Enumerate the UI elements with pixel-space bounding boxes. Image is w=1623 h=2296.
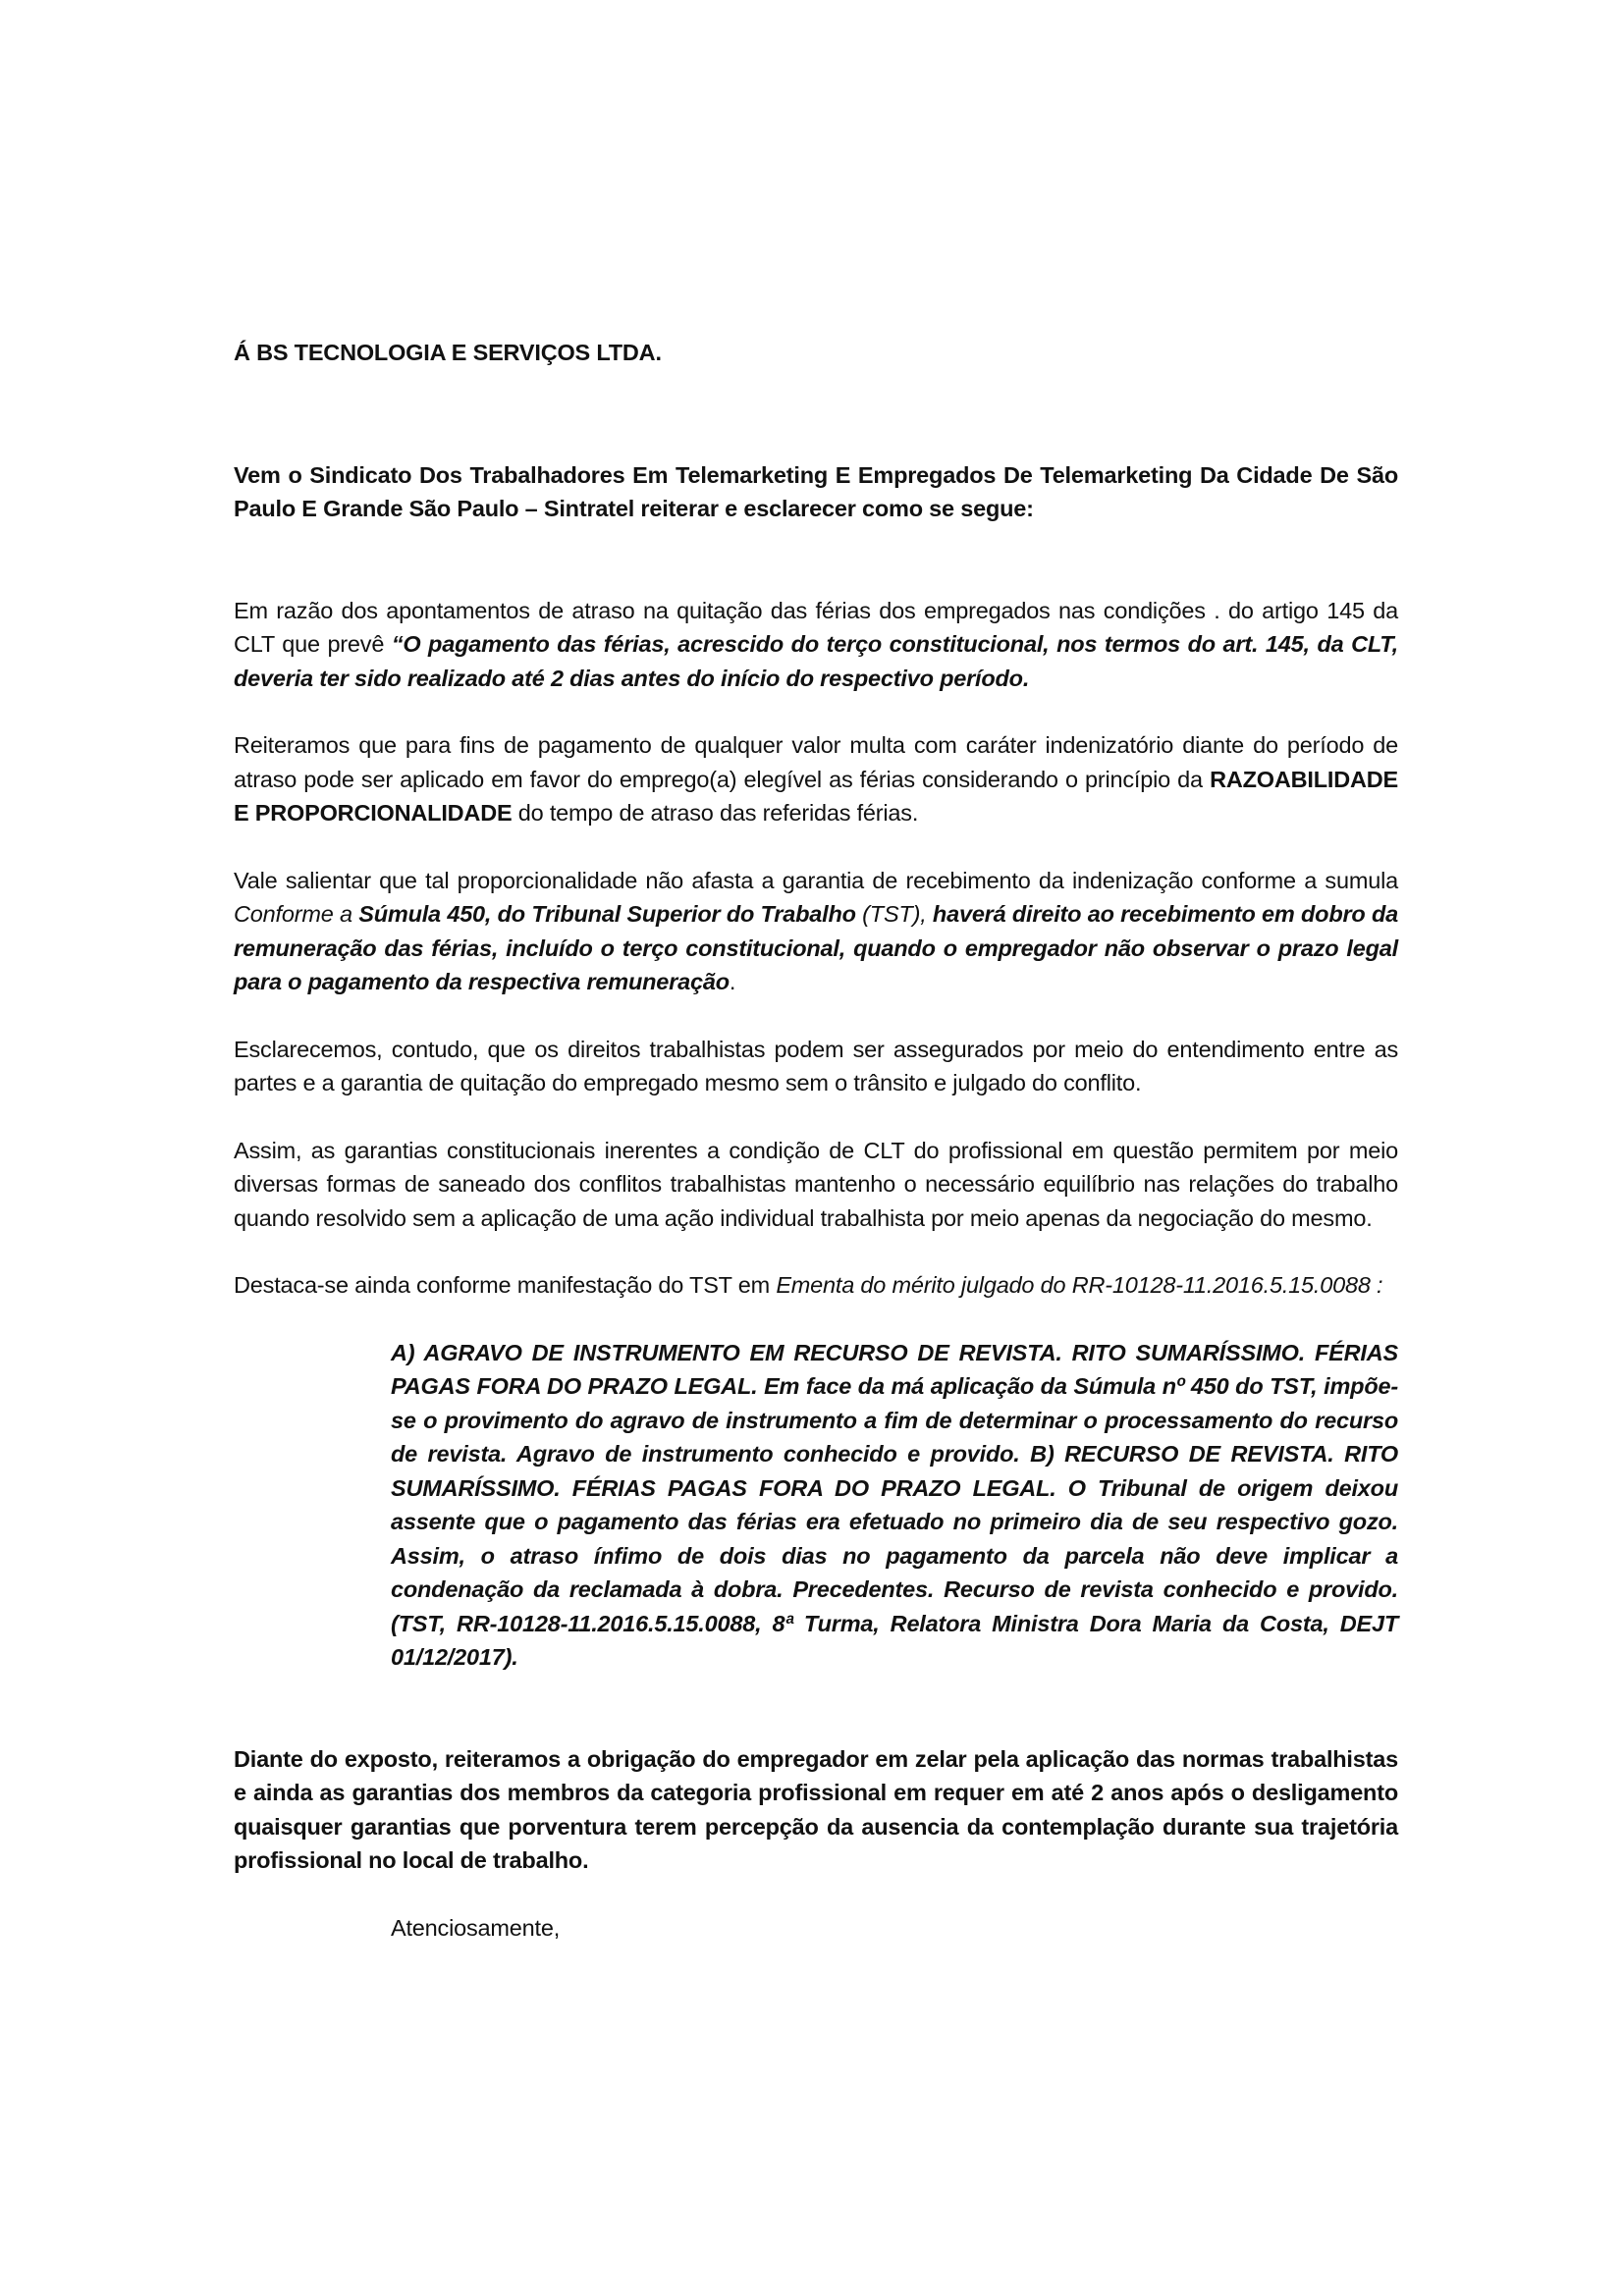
paragraph-garantias-constitucionais: Assim, as garantias constitucionais inerentes a condição de CLT do profissional em questão permitem por meio diversas formas de saneado dos conflitos trabalhistas mantenho o necessário equilíbrio nas relações do trabalho quando resolvido sem a aplicação de uma ação individual trabalhista por meio apenas da negociação do mesmo. [234,1137,1398,1231]
paragraph-sumula-bold-italic-1: Súmula 450, do Tribunal Superior do Trabalho [358,901,856,927]
paragraph-razoabilidade-emphasis: RAZOABILIDADE E PROPORCIONALIDADE [234,766,1398,826]
conclusion-paragraph: Diante do exposto, reiteramos a obrigação do empregador em zelar pela aplicação das normas trabalhistas e ainda as garantias dos membros da categoria profissional em requer em até 2 anos após o desligamento quaisquer garantias que porventura terem percepção da ausencia da contemplação durante sua trajetória profissional no local de trabalho. [234,1745,1398,1873]
ementa-quote-block: A) AGRAVO DE INSTRUMENTO EM RECURSO DE REVISTA. RITO SUMARÍSSIMO. FÉRIAS PAGAS FORA DO PRAZO LEGAL. Em face da má aplicação da Súmula nº 450 do TST, impõe-se o provimento do agravo de instrumento a fim de determinar o processamento do recurso de revista. Agravo de instrumento conhecido e provido. B) RECURSO DE REVISTA. RITO SUMARÍSSIMO. FÉRIAS PAGAS FORA DO PRAZO LEGAL. O Tribunal de origem deixou assente que o pagamento das férias era efetuado no primeiro dia de seu respectivo gozo. Assim, o atraso ínfimo de dois dias no pagamento da parcela não deve implicar a condenação da reclamada à dobra. Precedentes. Recurso de revista conhecido e provido. (TST, RR-10128-11.2016.5.15.0088, 8ª Turma, Relatora Ministra Dora Maria da Costa, DEJT 01/12/2017). [391,1339,1398,1670]
paragraph-razoabilidade-after: do tempo de atraso das referidas férias. [512,800,919,826]
letter-page [234,336,1398,1968]
paragraph-direitos-trabalhistas: Esclarecemos, contudo, que os direitos trabalhistas podem ser assegurados por meio do entendimento entre as partes e a garantia de quitação do empregado mesmo sem o trânsito e julgado do conflito. [234,1036,1398,1095]
paragraph-tst-ementa: Ementa do mérito julgado do RR-10128-11.2016.5.15.0088 : [776,1272,1383,1298]
paragraph-sumula-before: Vale salientar que tal proporcionalidade não afasta a garantia de recebimento da indenização conforme a sumula [234,867,1398,893]
paragraph-sumula-italic-1: Conforme a [234,901,359,927]
paragraph-clt-145 [234,594,1398,696]
paragraph-tst-manifestacao [234,1268,1398,1303]
paragraph-sumula-italic-2: (TST), [855,901,933,927]
paragraph-razoabilidade [234,728,1398,830]
closing-salutation: Atenciosamente, [391,1914,561,1941]
paragraph-razoabilidade-before: Reiteramos que para fins de pagamento de qualquer valor multa com caráter indenizatório diante do período de atraso pode ser aplicado em favor do emprego(a) elegível as férias considerando o princípio da [234,732,1398,792]
intro-paragraph: Vem o Sindicato Dos Trabalhadores Em Telemarketing E Empregados De Telemarketing Da Cidade De São Paulo E Grande São Paulo – Sintratel reiterar e esclarecer como se segue: [234,461,1398,521]
paragraph-tst-before: Destaca-se ainda conforme manifestação do TST em [234,1272,777,1298]
paragraph-sumula-450 [234,864,1398,999]
paragraph-sumula-after: . [729,969,736,994]
paragraph-sumula-bold-italic-2: haverá direito ao recebimento em dobro da remuneração das férias, incluído o terço constitucional, quando o empregador não observar o prazo legal para o pagamento da respectiva remuneração [234,901,1398,994]
paragraph-clt-145-text: Em razão dos apontamentos de atraso na quitação das férias dos empregados nas condições . do artigo 145 da CLT que prevê [234,597,1398,657]
paragraph-clt-145-quote: “O pagamento das férias, acrescido do terço constitucional, nos termos do art. 145, da CLT, deveria ter sido realizado até 2 dias antes do início do respectivo período. [234,631,1398,691]
addressee: Á BS TECNOLOGIA E SERVIÇOS LTDA. [234,340,662,365]
